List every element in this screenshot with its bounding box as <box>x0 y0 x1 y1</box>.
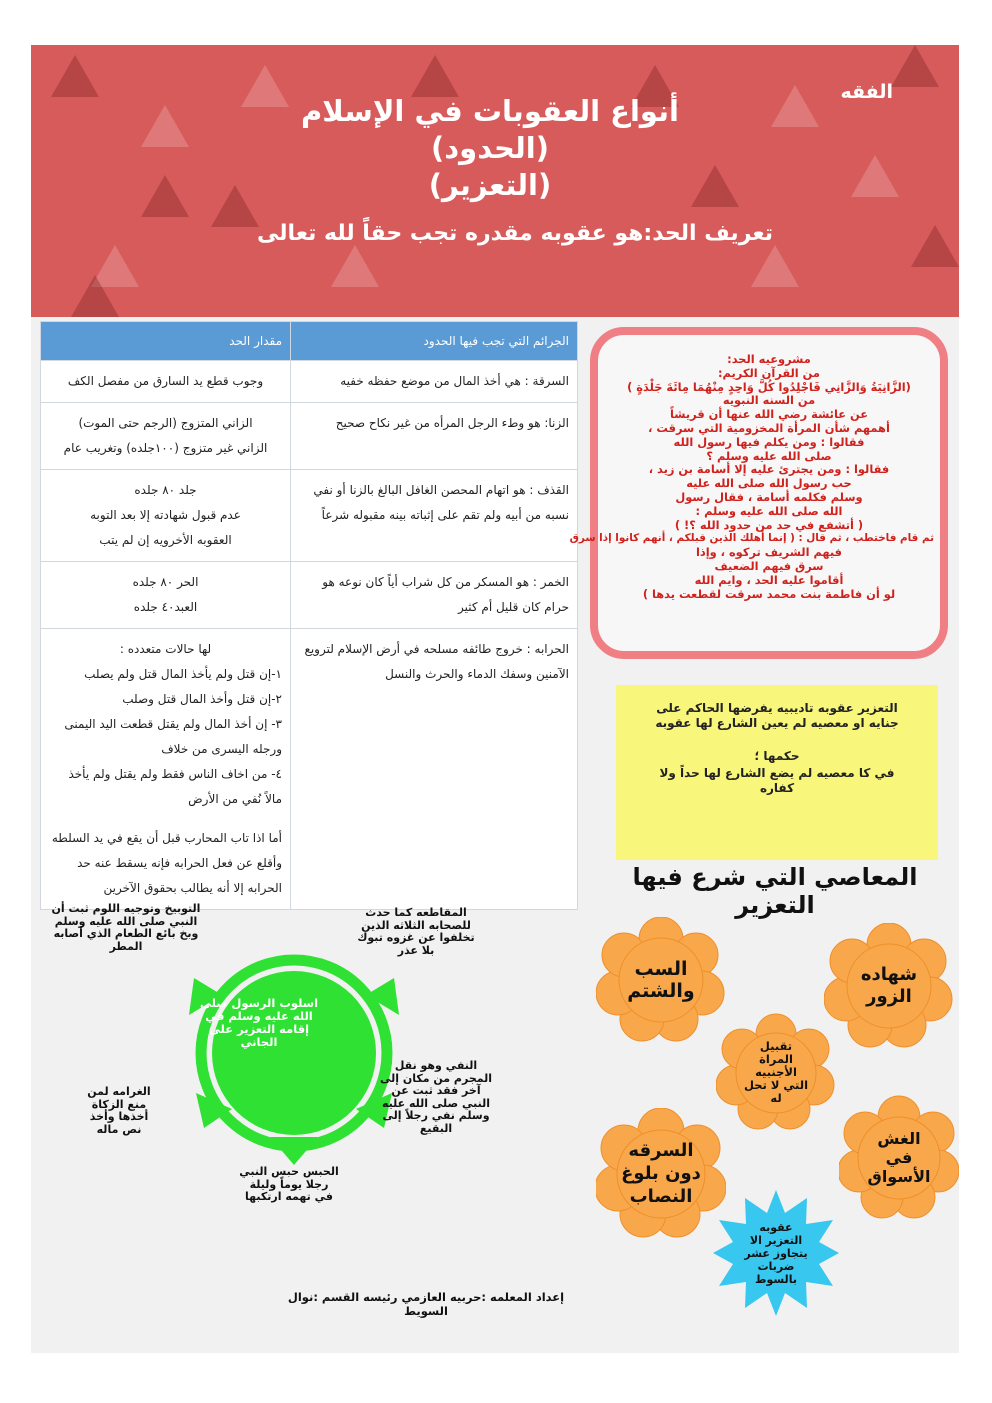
title-line: (الحدود) <box>431 131 549 165</box>
hadd-definition: تعريف الحد:هو عقوبه مقدره تجب حقاً لله تعالى <box>256 221 774 246</box>
crime-cell: الزنا: هو وطء الرجل المرأه من غير نكاح صحيح <box>291 403 578 470</box>
method-fine: الغرامه لمن منع الزكاة أخذها وأخذ نص ماله <box>87 1085 151 1136</box>
evidence-line: عن عائشة رضي الله عنها أن قريشاً <box>669 407 869 422</box>
column-header-crimes: الجرائم التي تجب فيها الحدود <box>291 322 578 361</box>
crime-cell: الحرابه : خروج طائفه مسلحه في أرض الإسلام لترويع الآمنين وسفك الدماء والحرث والنسل <box>291 629 578 910</box>
punishment-line: ٢-إن قتل وأخذ المال قتل وصلب <box>122 692 282 706</box>
page-title <box>31 93 959 204</box>
table-row <box>41 470 578 562</box>
punishment-cell <box>41 470 291 562</box>
subject-label: الفقه <box>840 81 893 103</box>
evidence-line: مشروعيه الحد: <box>727 352 811 366</box>
evidence-line: فيهم الشريف تركوه ، وإذا <box>695 545 843 560</box>
tazir-ruling-label: حكمها ؛ <box>754 749 800 763</box>
title-line: (التعزير) <box>428 168 552 202</box>
evidence-line: سرق فيهم الضعيف <box>714 558 824 573</box>
worksheet-page <box>31 45 959 1353</box>
punishment-line: العقوبه الأخرويه إن لم يتب <box>99 533 232 547</box>
punishment-line: العبد٤٠ جلده <box>133 600 198 614</box>
evidence-line: وسلم فكلمه أسامة ، فقال رسول <box>675 489 863 504</box>
evidence-line: من القرآن الكريم: <box>718 365 820 380</box>
sin-label: تقبيل المراة الأجنبيه التي لا تحل له <box>743 1038 809 1105</box>
evidence-line: الله صلى الله عليه وسلم : <box>695 503 843 518</box>
sin-label: شهاده الزور <box>860 963 918 1007</box>
method-exile: النفي وهو نقل المجرم من مكان إلى آخر فقد ثبت عن النبي صلى الله عليه وسلم نفي رجلاً إلى البقيع <box>379 1059 493 1135</box>
tazir-limit-label: عقوبه التعزير الا يتجاوز عشر ضربات بالسوط <box>744 1220 808 1286</box>
evidence-line: لو أن فاطمة بنت محمد سرقت لقطعت يدها ) <box>642 586 896 601</box>
crime-cell: الخمر : هو المسكر من كل شراب أياً كان نوعه هو حرام كان قليل أم كثير <box>291 562 578 629</box>
evidence-line: من السنه النبويه <box>722 393 816 408</box>
title-line: أنواع العقوبات في الإسلام <box>301 94 679 128</box>
wheel-center-label: اسلوب الرسول صلى الله عليه وسلم في إقامه التعزير على الجاني <box>199 996 319 1049</box>
sin-label: السرقه دون بلوغ النصاب <box>621 1139 701 1207</box>
sin-bubble <box>596 917 726 1042</box>
tazir-definition: التعزير عقوبه تاديبيه يفرضها الحاكم على جنايه او معصيه لم يعين الشارع لها عقوبه <box>655 701 899 730</box>
punishment-cell <box>41 403 291 470</box>
punishment-line: الزاني المتزوج (الرجم حتى الموت) <box>78 416 253 430</box>
punishment-cell <box>41 562 291 629</box>
table-row <box>41 562 578 629</box>
method-boycott: المقاطعه كما حدث للصحابه الثلاثه الذين تخلفوا عن غزوه تبوك بلا عذر <box>357 906 475 957</box>
prepared-by: إعداد المعلمه :حربيه العازمي رئيسه القسم :نوال السويط <box>287 1290 565 1318</box>
crime-cell: القذف : هو اتهام المحصن الغافل البالغ بالزنا أو نفي نسبه من أبيه ولم تقم على إثباته بينه مقبوله شرعاً <box>291 470 578 562</box>
table-row <box>41 403 578 470</box>
method-rebuke: التوبيخ وتوجيه اللوم ثبت أن النبي صلى الله عليه وسلم وبخ بائع الطعام الذي أصابه المطر <box>51 902 201 953</box>
sins-title: المعاصي التي شرع فيها التعزير <box>632 863 918 919</box>
tazir-definition-box <box>616 685 938 860</box>
evidence-line: فقالوا : ومن يجترئ عليه إلا أسامة بن زيد ، <box>648 462 890 477</box>
tazir-ruling: في كا معصيه لم يضع الشارع لها حداً ولا كفاره <box>659 766 895 795</box>
sin-label: الغش في الأسواق <box>867 1129 931 1186</box>
crime-cell: السرقة : هي أخذ المال من موضع حفظه خفيه <box>291 361 578 403</box>
sin-label: السب والشتم <box>627 957 695 1002</box>
decor-triangle <box>51 55 99 97</box>
hudud-table <box>40 321 578 910</box>
evidence-line: أهمهم شأن المرأة المخزومية التي سرقت ، <box>648 420 890 435</box>
evidence-line: صلى الله عليه وسلم ؟ <box>706 448 832 463</box>
punishment-cell <box>41 361 291 403</box>
evidence-line: ( أتشفع في حد من حدود الله ؟! ) <box>674 517 864 532</box>
decor-triangle <box>71 275 119 317</box>
punishment-line: الحر ٨٠ جلده <box>132 575 199 589</box>
arrow-icon <box>270 1137 318 1165</box>
punishment-line: الزاني غير متزوج (١٠٠جلده) وتغريب عام <box>63 441 268 455</box>
decor-triangle <box>751 245 799 287</box>
decor-triangle <box>411 55 459 97</box>
table-row <box>41 629 578 910</box>
sin-bubble <box>596 1108 726 1238</box>
punishment-line: وجوب قطع يد السارق من مفصل الكف <box>67 374 264 388</box>
column-header-punishment: مقدار الحد <box>41 322 291 361</box>
evidence-line: (الزَّانِيَةُ وَالزَّانِي فَاجْلِدُوا كُلَّ وَاحِدٍ مِنْهُمَا مِائَةَ جَلْدَةٍ ) <box>627 379 911 394</box>
decor-triangle <box>891 45 939 87</box>
table-header-row <box>41 322 578 361</box>
evidence-line: فقالوا : ومن يكلم فيها رسول الله <box>673 434 865 449</box>
method-prison: الحبس حبس النبي رجلا يوماً وليلة في تهمه ارتكبها <box>239 1165 339 1203</box>
table-row <box>41 361 578 403</box>
sin-bubble <box>716 1013 836 1131</box>
tazir-methods-wheel <box>174 933 414 1173</box>
evidence-line: أقاموا عليه الحد ، وايم الله <box>694 572 844 587</box>
header-banner <box>31 45 959 317</box>
punishment-line: ٤- من اخاف الناس فقط ولم يقتل ولم يأخذ مالاً نُفي من الأرض <box>68 767 282 806</box>
evidence-line: حب رسول الله صلى الله عليه <box>686 476 852 491</box>
punishment-spacer <box>49 812 282 826</box>
decor-triangle <box>331 245 379 287</box>
punishment-line: لها حالات متعدده : <box>119 642 212 656</box>
punishment-line: ١-إن قتل ولم يأخذ المال قتل ولم يصلب <box>84 667 282 681</box>
tazir-limit-badge <box>711 1188 841 1318</box>
sin-bubble <box>839 1095 959 1220</box>
evidence-box <box>569 327 948 659</box>
evidence-line: ثم قام فاختطب ، ثم قال : ( إنما أهلك الذين قبلكم ، أنهم كانوا إذا سرق <box>569 532 934 545</box>
sin-bubble <box>824 923 954 1048</box>
punishment-line: ٣- إن أخذ المال ولم يقتل قطعت اليد اليمنى ورجله اليسرى من خلاف <box>64 717 282 756</box>
punishment-line: جلد ٨٠ جلده <box>134 483 197 497</box>
punishment-line: عدم قبول شهادته إلا بعد التوبه <box>90 508 241 522</box>
punishment-cell <box>41 629 291 910</box>
punishment-line: أما اذا تاب المحارب قبل أن يقع في يد السلطه وأقلع عن فعل الحرابه فإنه يسقط عنه حد الحرابه إلا أنه يطالب بحقوق الآخرين <box>51 831 282 895</box>
